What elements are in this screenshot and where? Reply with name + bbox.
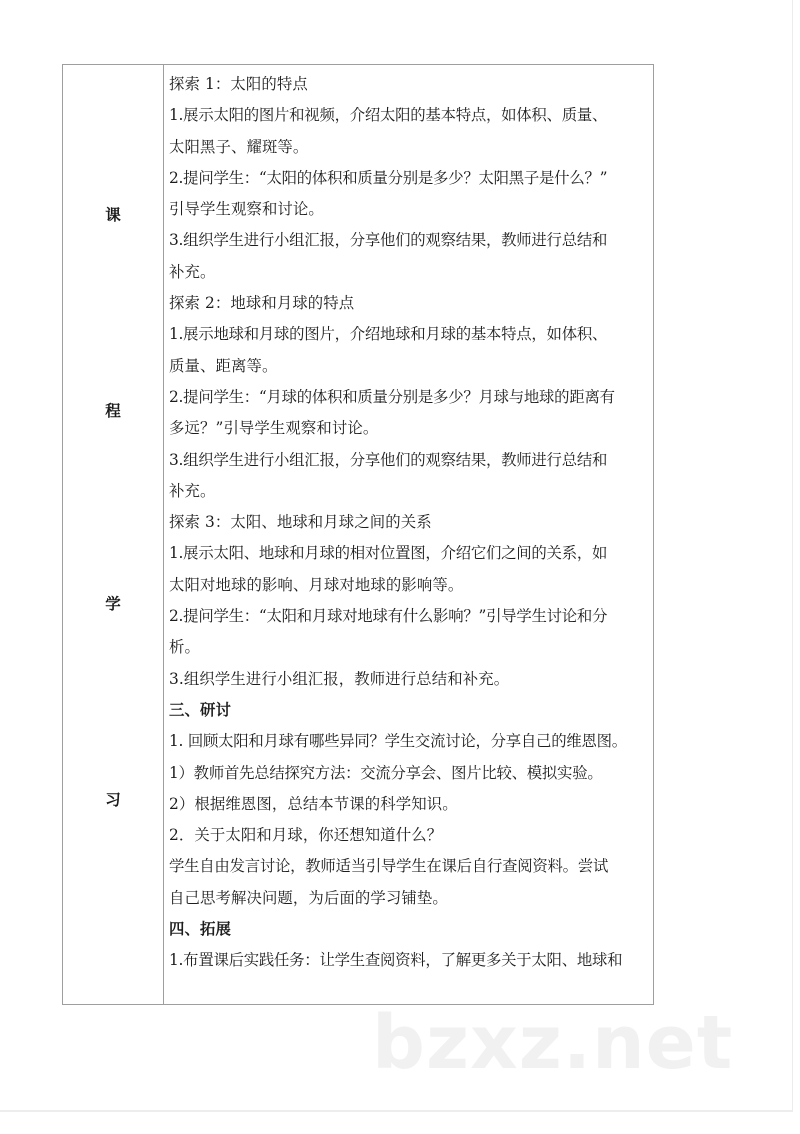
content-line: 3.组织学生进行小组汇报，分享他们的观察结果，教师进行总结和 <box>169 450 608 469</box>
content-line: 四、拓展 <box>169 920 231 939</box>
label-char-ke: 课 <box>105 205 121 224</box>
content-line: 探索 3：太阳、地球和月球之间的关系 <box>169 513 432 532</box>
content-line: 3.组织学生进行小组汇报，教师进行总结和补充。 <box>169 669 510 688</box>
content-line: 引导学生观察和讨论。 <box>169 200 324 219</box>
label-character-stack <box>63 65 163 1004</box>
content-line: 太阳对地球的影响、月球对地球的影响等。 <box>169 575 464 594</box>
content-line: 1.布置课后实践任务：让学生查阅资料，了解更多关于太阳、地球和 <box>169 951 623 970</box>
content-line: 补充。 <box>169 481 216 500</box>
content-line: 质量、距离等。 <box>169 356 278 375</box>
lesson-plan-table <box>62 64 654 1005</box>
content-line: 2.提问学生：“月球的体积和质量分别是多少？月球与地球的距离有 <box>169 387 615 406</box>
content-line: 1）教师首先总结探究方法：交流分享会、图片比较、模拟实验。 <box>169 763 603 782</box>
content-line: 析。 <box>169 638 200 657</box>
content-column-cell <box>164 65 654 1005</box>
content-line: 太阳黑子、耀斑等。 <box>169 137 309 156</box>
content-line: 1.展示太阳、地球和月球的相对位置图，介绍它们之间的关系，如 <box>169 544 608 563</box>
content-line: 三、研讨 <box>169 700 231 719</box>
watermark-text: bzxz.net <box>372 1000 734 1086</box>
content-line: 多远？”引导学生观察和讨论。 <box>169 419 379 438</box>
content-line: 2.提问学生：“太阳的体积和质量分别是多少？太阳黑子是什么？” <box>169 168 608 187</box>
content-line: 自己思考解决问题，为后面的学习铺垫。 <box>169 888 448 907</box>
content-line: 2．关于太阳和月球，你还想知道什么？ <box>169 826 443 845</box>
content-line: 补充。 <box>169 262 216 281</box>
content-line: 1.展示太阳的图片和视频，介绍太阳的基本特点，如体积、质量、 <box>169 106 608 125</box>
content-line: 2.提问学生：“太阳和月球对地球有什么影响？”引导学生讨论和分 <box>169 607 608 626</box>
content-line: 1. 回顾太阳和月球有哪些异同？学生交流讨论，分享自己的维恩图。 <box>169 732 627 751</box>
table-row <box>63 65 654 1005</box>
content-line: 探索 2：地球和月球的特点 <box>169 294 355 313</box>
content-line: 探索 1：太阳的特点 <box>169 75 308 93</box>
label-char-cheng: 程 <box>105 401 121 420</box>
label-char-xue: 学 <box>105 594 121 613</box>
table-body <box>63 65 654 1005</box>
content-line: 学生自由发言讨论，教师适当引导学生在课后自行查阅资料。尝试 <box>169 857 609 876</box>
content-line: 2）根据维恩图，总结本节课的科学知识。 <box>169 794 458 813</box>
content-line: 1.展示地球和月球的图片，介绍地球和月球的基本特点，如体积、 <box>169 325 608 344</box>
content-line: 3.组织学生进行小组汇报，分享他们的观察结果，教师进行总结和 <box>169 231 608 250</box>
lesson-content-body <box>164 65 653 1004</box>
label-column-cell <box>63 65 164 1005</box>
label-char-xi: 习 <box>105 790 121 809</box>
